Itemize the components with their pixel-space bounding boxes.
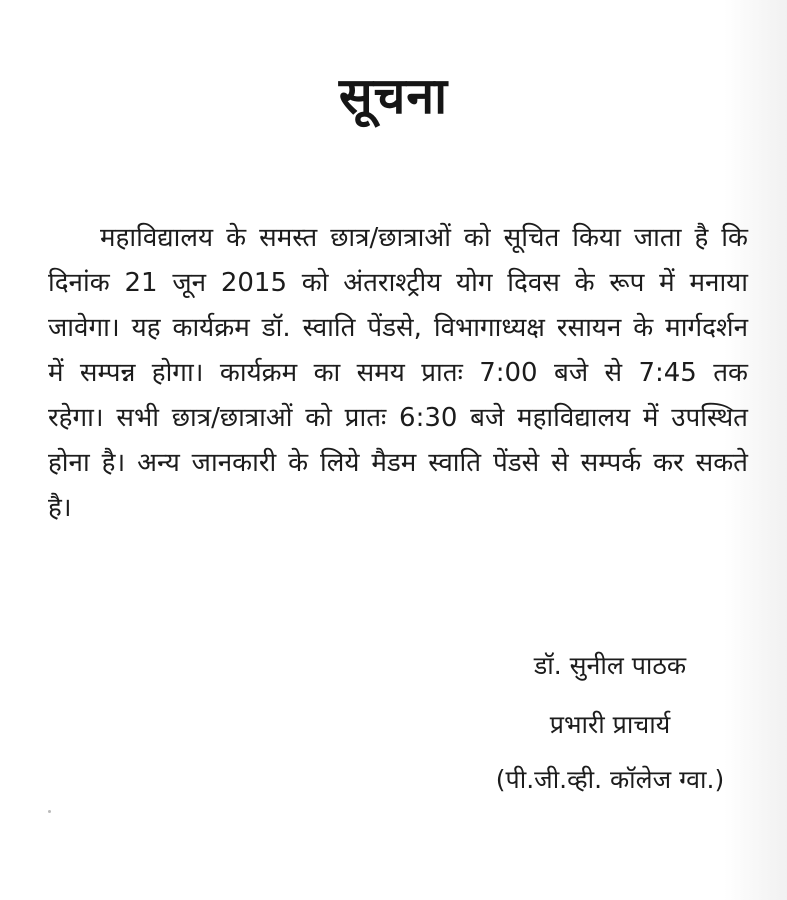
notice-body: महाविद्यालय के समस्त छात्र/छात्राओं को सूचित किया जाता है कि दिनांक 21 जून 2015 को अंतराश्ट्रीय योग दिवस के रूप में मनाया जावेगा। यह कार्यक्रम डॉ. स्वाति पेंडसे, विभागाध्यक्ष रसायन के मार्गदर्शन में सम्पन्न होगा। कार्यक्रम का समय प्रातः 7:00 बजे से 7:45 तक रहेगा। सभी छात्र/छात्राओं को प्रातः 6:30 बजे महाविद्यालय में उपस्थित होना है। अन्य जानकारी के लिये मैडम स्वाति पेंडसे से सम्पर्क कर सकते है। [48, 223, 748, 523]
signatory-designation: प्रभारी प्राचार्य [549, 710, 671, 739]
scan-speck [48, 810, 51, 813]
notice-title: सूचना [338, 67, 449, 125]
signatory-college: (पी.जी.व्ही. कॉलेज ग्वा.) [495, 765, 725, 794]
signatory-name: डॉ. सुनील पाठक [533, 651, 687, 680]
